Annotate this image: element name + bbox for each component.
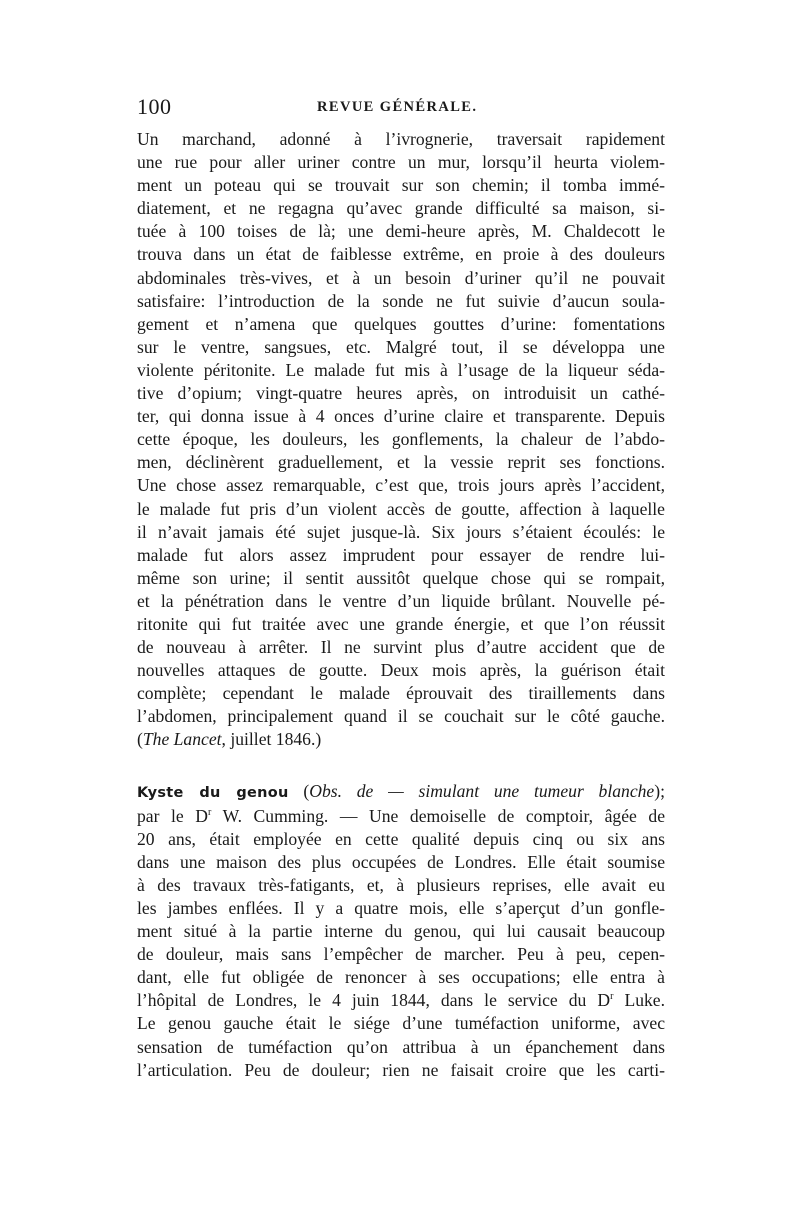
text-line: Le genou gauche était le siége d’une tuméfaction uniforme, avec xyxy=(137,1013,665,1034)
section-title: Kyste du genou xyxy=(137,784,289,801)
text-line: tive d’opium; vingt-quatre heures après, on introduisit un cathé- xyxy=(137,383,665,404)
text-line: dans une maison des plus occupées de Londres. Elle était soumise xyxy=(137,851,665,872)
text-line: ter, qui donna issue à 4 onces d’urine claire et transparente. Depuis xyxy=(137,406,665,427)
author-rest: W. Cumming. — Une demoiselle de comptoir, âgée de xyxy=(211,805,665,826)
text-line: complète; cependant le malade éprouvait des tiraillements dans xyxy=(137,683,665,704)
text-line: trouva dans un état de faiblesse extrême, en proie à des douleurs xyxy=(137,244,665,265)
text-line: tuée à 100 toises de là; une demi-heure après, M. Chaldecott le xyxy=(137,221,665,242)
text-line: de douleur, mais sans l’empêcher de marcher. Peu à peu, cepen- xyxy=(137,944,665,965)
section-subtitle: Obs. de — simulant une tumeur blanche xyxy=(309,780,655,801)
paragraph-lancet-case xyxy=(137,128,665,752)
page-number: 100 xyxy=(137,94,172,119)
text-line: même son urine; il sentit aussitôt quelque chose qui se rompait, xyxy=(137,567,665,588)
section-title-line xyxy=(137,780,665,805)
subtitle-open: ( xyxy=(288,780,310,801)
text-line: il n’avait jamais été sujet jusque-là. Six jours s’étaient écoulés: le xyxy=(137,521,665,542)
text-line: l’articulation. Peu de douleur; rien ne faisait croire que les carti- xyxy=(137,1059,665,1080)
text-line: men, déclinèrent graduellement, et la vessie reprit ses fonctions. xyxy=(137,452,665,473)
text-line: violente péritonite. Le malade fut mis à l’usage de la liqueur séda- xyxy=(137,359,665,380)
running-head: REVUE GÉNÉRALE. xyxy=(317,99,478,115)
text-line: ment un poteau qui se trouvait sur son chemin; il tomba immé- xyxy=(137,175,665,196)
text-line: l’abdomen, principalement quand il se couchait sur le côté gauche. xyxy=(137,706,665,727)
text-line: gement et n’amena que quelques gouttes d’urine: fomentations xyxy=(137,313,665,334)
paragraph-knee-cyst xyxy=(137,780,665,1082)
citation-journal: The Lancet xyxy=(142,729,222,750)
text-line: le malade fut pris d’un violent accès de goutte, affection à laquelle xyxy=(137,498,665,519)
text-line: une rue pour aller uriner contre un mur, lorsqu’il heurta violem- xyxy=(137,152,665,173)
text-line: malade fut alors assez imprudent pour essayer de rendre lui- xyxy=(137,544,665,565)
text-line: ritonite qui fut traitée avec une grande énergie, et que l’on réussit xyxy=(137,613,665,634)
subtitle-close: ); xyxy=(654,780,665,801)
text-line: satisfaire: l’introduction de la sonde ne fut suivie d’aucun soula- xyxy=(137,290,665,311)
citation-open: ( xyxy=(137,729,143,750)
text-line: ment situé à la partie interne du genou, qui lui causait beaucoup xyxy=(137,921,665,942)
text-line: Un marchand, adonné à l’ivrognerie, traversait rapidement xyxy=(137,129,665,149)
text-line: nouvelles attaques de goutte. Deux mois après, la guérison était xyxy=(137,660,665,681)
text-line: cette époque, les douleurs, les gonflements, la chaleur de l’abdo- xyxy=(137,429,665,450)
luke-rest: Luke. xyxy=(613,990,665,1011)
luke-prefix: l’hôpital de Londres, le 4 juin 1844, dans le service du D xyxy=(137,990,611,1011)
text-line: les jambes enflées. Il y a quatre mois, elle s’aperçut d’un gonfle- xyxy=(137,898,665,918)
text-line: de nouveau à arrêter. Il ne survint plus d’autre accident que de xyxy=(137,637,665,658)
text-line: 20 ans, était employée en cette qualité depuis cinq ou six ans xyxy=(137,828,665,849)
document-page xyxy=(137,94,665,1082)
text-line: Une chose assez remarquable, c’est que, trois jours après l’accident, xyxy=(137,475,665,496)
text-line: sur le ventre, sangsues, etc. Malgré tout, il se développa une xyxy=(137,336,665,357)
text-line: et la pénétration dans le ventre d’un liquide brûlant. Nouvelle pé- xyxy=(137,590,665,611)
text-line: diatement, et ne regagna qu’avec grande difficulté sa maison, si- xyxy=(137,198,665,219)
text-line: à des travaux très-fatigants, et, à plusieurs reprises, elle avait eu xyxy=(137,874,665,895)
author-prefix: par le D xyxy=(137,805,208,826)
text-line xyxy=(137,989,665,1012)
citation-rest: , juillet 1846.) xyxy=(221,729,322,750)
text-line: dant, elle fut obligée de renoncer à ses occupations; elle entra à xyxy=(137,967,665,988)
text-line: sensation de tuméfaction qu’on attribua à un épanchement dans xyxy=(137,1036,665,1057)
superscript: r xyxy=(610,991,614,1003)
citation-line xyxy=(137,728,665,751)
superscript: r xyxy=(208,806,212,818)
text-line xyxy=(137,805,665,828)
text-line: abdominales très-vives, et à un besoin d’uriner qu’il ne pouvait xyxy=(137,267,665,288)
page-header xyxy=(137,94,665,124)
